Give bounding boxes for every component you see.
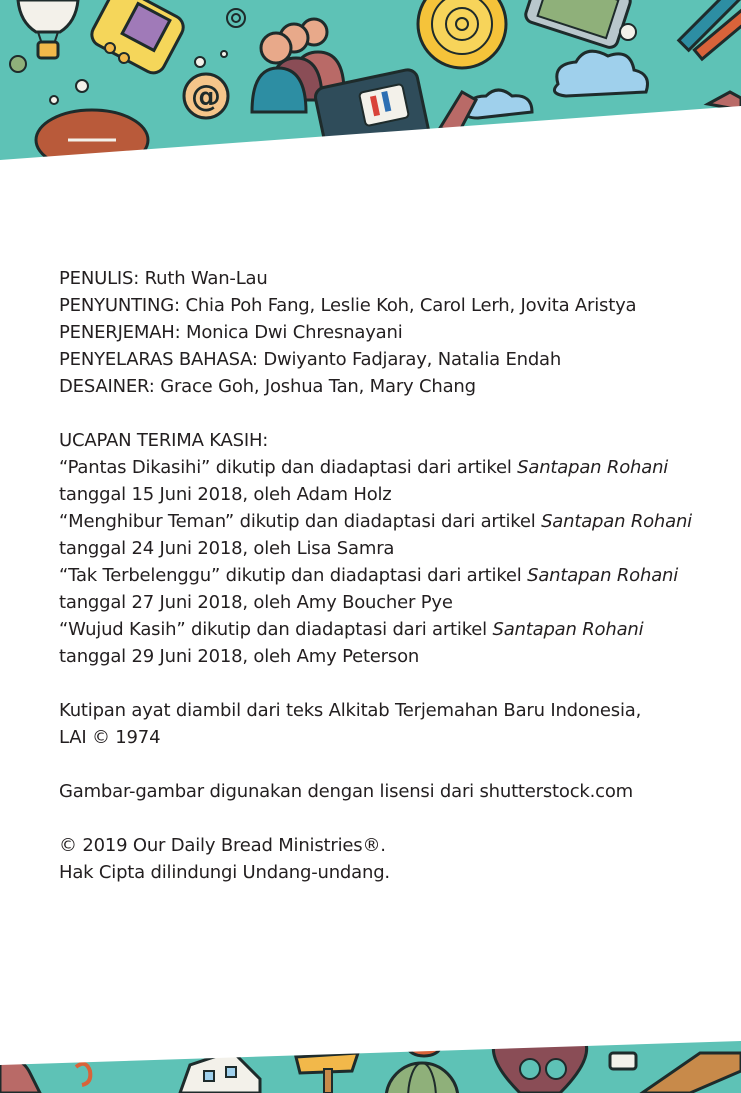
copyright-line: Hak Cipta dilindungi Undang-undang. [59, 862, 390, 883]
svg-text:@: @ [191, 79, 221, 114]
acknowledgement-line: “Wujud Kasih” dikutip dan diadaptasi dari artikel Santapan Rohani [59, 619, 644, 640]
top-doodle-banner [0, 0, 741, 165]
acknowledgement-date: tanggal 29 Juni 2018, oleh Amy Peterson [59, 646, 420, 667]
copyright-line: © 2019 Our Daily Bread Ministries®. [59, 835, 386, 856]
scripture-credit-line: LAI © 1974 [59, 727, 161, 748]
images-credit: Gambar-gambar digunakan dengan lisensi dari shutterstock.com [59, 781, 634, 802]
acknowledgement-date: tanggal 15 Juni 2018, oleh Adam Holz [59, 484, 392, 505]
acknowledgement-date: tanggal 27 Juni 2018, oleh Amy Boucher Pye [59, 592, 453, 613]
desainer-line: DESAINER: Grace Goh, Joshua Tan, Mary Chang [59, 376, 476, 397]
acknowledgement-line: “Tak Terbelenggu” dikutip dan diadaptasi dari artikel Santapan Rohani [59, 565, 679, 586]
penyelaras-line: PENYELARAS BAHASA: Dwiyanto Fadjaray, Natalia Endah [59, 349, 562, 370]
acknowledgements-heading: UCAPAN TERIMA KASIH: [59, 430, 269, 451]
penulis-line: PENULIS: Ruth Wan-Lau [59, 268, 268, 289]
acknowledgement-line: “Menghibur Teman” dikutip dan diadaptasi dari artikel Santapan Rohani [59, 511, 692, 532]
scripture-credit-line: Kutipan ayat diambil dari teks Alkitab Terjemahan Baru Indonesia, [59, 700, 642, 721]
bottom-doodle-banner [0, 1013, 741, 1093]
penyunting-line: PENYUNTING: Chia Poh Fang, Leslie Koh, Carol Lerh, Jovita Aristya [59, 295, 637, 316]
acknowledgement-line: “Pantas Dikasihi” dikutip dan diadaptasi dari artikel Santapan Rohani [59, 457, 669, 478]
credits-page-content [59, 265, 699, 886]
penerjemah-line: PENERJEMAH: Monica Dwi Chresnayani [59, 322, 403, 343]
at-sign-icon [184, 74, 228, 118]
acknowledgement-date: tanggal 24 Juni 2018, oleh Lisa Samra [59, 538, 395, 559]
